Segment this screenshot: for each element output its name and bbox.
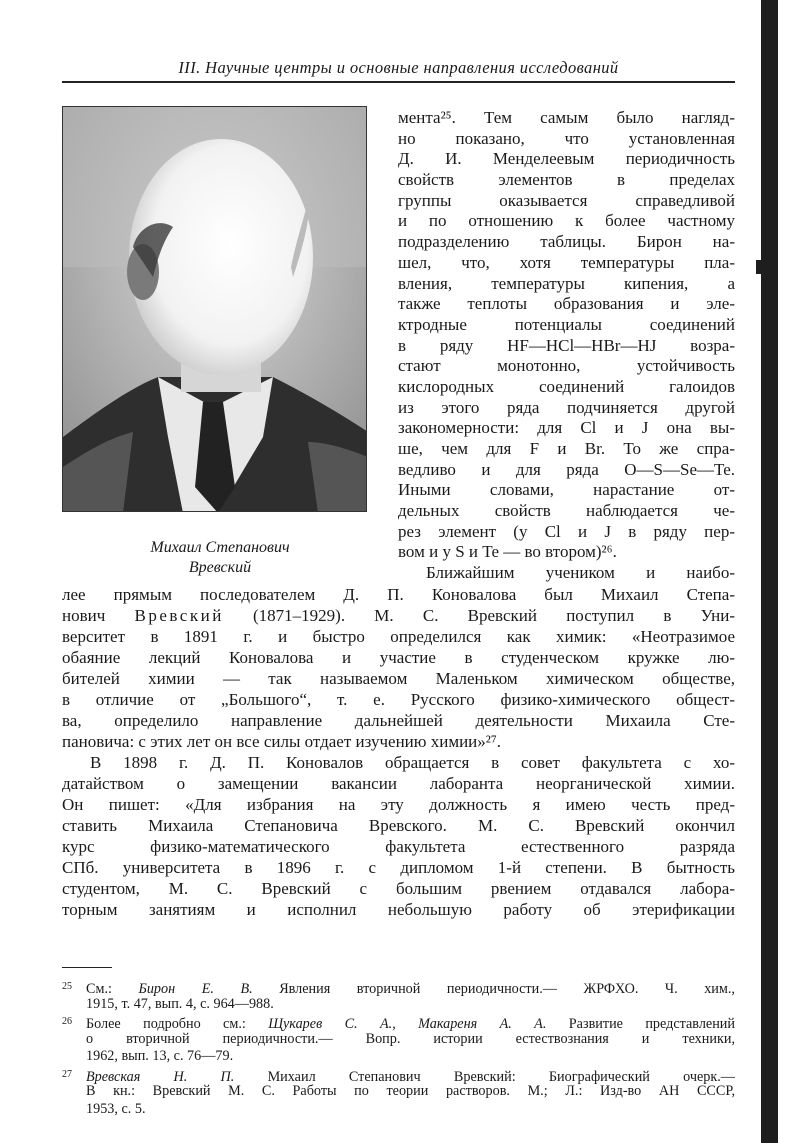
text-line: датайством о замещении вакансии лаборанта неорганической химии. [62,774,735,793]
text-line: ше, чем для F и Br. То же спра- [398,439,735,458]
text-line: курс физико-математического факультета естественного разряда [62,837,735,856]
text-fragment: См.: [86,981,139,997]
text-line: вом и у S и Te — во втором)²⁶. [398,542,617,562]
text-line: Он пишет: «Для избрания на эту должность я имею честь пред- [62,795,735,814]
footnote-author: Вревская Н. П. [86,1068,235,1085]
text-line: вления, температуры кипения, а [398,273,735,293]
text-line: в ряду HF—HCl—HBr—HJ возра- [398,335,735,355]
text-line: бителей химии — так называемом Маленьком химическом обществе, [62,669,735,688]
caption-line: Вревский [188,559,252,576]
footnote-line: В кн.: Вревский М. С. Работы по теории растворов. М.; Л.: Изд-во АН СССР, [86,1083,735,1099]
text-fragment: Развитие представлений [546,1016,735,1032]
text-line: стают монотонно, устойчивость [398,356,735,376]
text-line: студентом, М. С. Вревский с большим рвением отдавался лабора- [62,879,735,898]
text-line: из этого ряда подчиняется другой [398,397,735,417]
person-name-spaced: Вревский [134,606,224,625]
running-title: III. Научные центры и основные направления исследований [178,58,619,77]
body-text [62,584,735,920]
text-line: рез элемент (у Cl и J в ряду пер- [398,521,735,541]
text-line: свойств элементов в пределах [398,170,735,190]
text-line: закономерности: для Cl и J она вы- [398,418,735,438]
text-line: ведливо и для ряда O—S—Se—Te. [398,459,735,479]
portrait-photo [62,106,367,512]
text-line: ставить Михаила Степановича Вревского. М. С. Вревский окончил [62,816,735,835]
text-fragment: Михаил Степанович Вревский: Биографический очерк.— [234,1068,735,1085]
caption-line: Михаил Степанович [150,539,290,556]
text-line: подразделению таблицы. Бирон на- [398,232,735,252]
text-line: дельных свойств наблюдается че- [398,501,735,521]
text-fragment: Явления вторичной периодичности.— ЖРФХО. Ч. хим., [252,981,735,997]
text-line: Д. И. Менделеевым периодичность [398,149,735,169]
footnote-line: 1953, с. 5. [86,1100,146,1117]
footnote-rule [62,967,112,968]
text-line: мента²⁵. Тем самым было нагляд- [398,108,735,127]
paragraph-start-line: Ближайшим учеником и наибо- [426,563,735,583]
text-fragment: (1871–1929). М. С. Вревский поступил в Уни- [223,606,735,625]
text-line: кислородных соединений галоидов [398,376,735,396]
paragraph-start-line: В 1898 г. Д. П. Коновалов обращается в совет факультета с хо- [90,753,735,772]
footnote-line: 1915, т. 47, вып. 4, с. 964—988. [86,995,274,1012]
text-line: ктродные потенциалы соединений [398,314,735,334]
text-line: ва, определило направление дальнейшей деятельности Михаила Сте- [62,711,735,730]
scan-edge-bar [761,0,778,1143]
footnote-number: 25 [62,981,72,992]
footnote-line [62,1013,735,1031]
footnote-line: о вторичной периодичности.— Вопр. истории естествознания и техники, [86,1030,735,1047]
header-rule [62,81,735,83]
text-line: группы оказывается справедливой [398,190,735,210]
footnote-number: 26 [62,1016,72,1027]
scan-edge-mark [756,260,762,274]
footnote-author: Бирон Е. В. [138,981,253,997]
text-line: СПб. университета в 1896 г. с дипломом 1-й степени. В бытность [62,858,735,877]
footnote-line [62,1066,735,1084]
footnote-number: 27 [62,1068,72,1080]
footnote-line: 1962, вып. 13, с. 76—79. [86,1048,234,1064]
text-fragment: Более подробно см.: [86,1016,269,1032]
text-fragment: нович [62,606,135,625]
text-line: шел, что, хотя температуры пла- [398,252,735,272]
footnote-line [62,978,735,996]
text-line: торным занятиям и исполнил небольшую работу об этерификации [62,900,735,919]
text-line: лее прямым последователем Д. П. Коновалова был Михаил Степа- [62,585,735,604]
text-line: и по отношению к более частному [398,211,735,231]
footnote-author: Щукарев С. А., Макареня А. А. [268,1016,547,1032]
text-line: в отличие от „Большого“, т. е. Русского физико-химического общест- [62,690,735,709]
wrapped-column-text [398,108,735,584]
text-line: пановича: с этих лет он все силы отдает изучению химии»²⁷. [62,732,502,751]
text-line: обаяние лекций Коновалова и участие в студенческом кружке лю- [62,648,735,667]
figure-caption [110,538,330,578]
text-line: также теплоты образования и эле- [398,294,735,314]
text-line [62,605,735,626]
text-line: Иными словами, нарастание от- [398,480,735,500]
footnotes [62,978,735,1118]
portrait-image [63,107,367,512]
text-line: верситет в 1891 г. и быстро определился как химик: «Неотразимое [62,627,735,646]
text-line: но показано, что установленная [398,128,735,148]
